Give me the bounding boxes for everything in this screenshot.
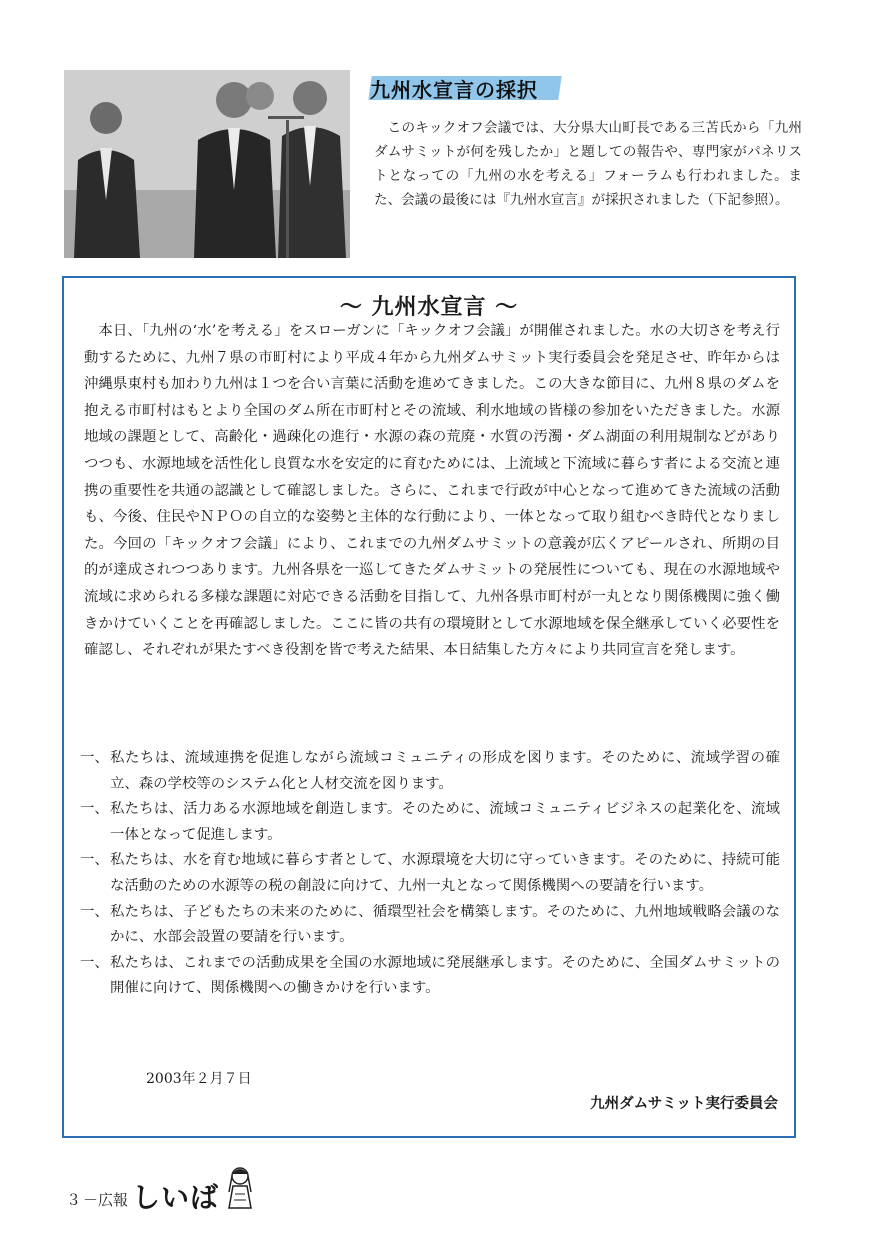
declaration-signer: 九州ダムサミット実行委員会 — [590, 1096, 778, 1112]
declaration-box — [62, 276, 796, 1138]
publication-label: －広報 — [83, 1191, 129, 1209]
pledge-text: 私たちは、水を育む地域に暮らす者として、水源環境を大切に守っていきます。そのために、持続可能な活動のための水源等の税の創設に向けて、九州一丸となって関係機関への要請を行います。 — [110, 852, 780, 894]
pledge-mark: 一、 — [80, 954, 109, 971]
pledge-item — [80, 746, 780, 797]
pledge-text: 私たちは、活力ある水源地域を創造します。そのために、流域コミュニティビジネスの起業化を、流域一体となって促進します。 — [110, 801, 780, 843]
pledge-item — [80, 797, 780, 848]
pledge-text: 私たちは、子どもたちの未来のために、循環型社会を構築します。そのために、九州地域戦略会議のなかに、水部会設置の要請を行います。 — [110, 903, 780, 946]
publication-name: しいば — [132, 1181, 220, 1214]
pledge-item — [80, 848, 780, 899]
pledge-text: 私たちは、これまでの活動成果を全国の水源地域に発展継承します。そのために、全国ダムサミットの開催に向けて、関係機関への働きかけを行います。 — [110, 954, 780, 997]
pledge-item — [80, 900, 780, 951]
mascot-icon — [223, 1166, 257, 1214]
meeting-photo — [64, 70, 350, 258]
declaration-title: ～ 九州水宣言 ～ — [339, 295, 519, 320]
section-heading-text: 九州水宣言の採択 — [370, 78, 538, 102]
pledge-text: 私たちは、流域連携を促進しながら流域コミュニティの形成を図ります。そのために、流域学習の確立、森の学校等のシステム化と人材交流を図ります。 — [110, 750, 780, 792]
page-footer — [66, 1176, 257, 1216]
pledge-item — [80, 951, 780, 1002]
page-number: ３ — [66, 1191, 82, 1209]
declaration-date: 2003年２月７日 — [146, 1071, 252, 1087]
meeting-photo-image — [64, 70, 350, 258]
pledge-mark: 一、 — [80, 903, 109, 920]
pledge-mark: 一、 — [80, 750, 109, 766]
intro-paragraph: このキックオフ会議では、大分県大山町長である三苫氏から「九州ダムサミットが何を残したか」と題しての報告や、専門家がパネリストとなっての「九州の水を考える」フォーラムも行われました。また、会議の最後には『九州水宣言』が採択されました（下記参照）。 — [374, 120, 802, 208]
pledge-mark: 一、 — [80, 801, 109, 818]
declaration-body: 本日、「九州の‘水’を考える」をスローガンに「キックオフ会議」が開催されました。水の大切さを考え行動するために、九州７県の市町村により平成４年から九州ダムサミット実行委員会を発足させ、昨年からは沖縄県東村も加わり九州は１つを合い言葉に活動を進めてきました。この大きな節目に、九州８県のダムを抱える市町村はもとより全国のダム所在市町村とその流域、利水地域の皆様の参加をいただきました。水源地域の課題として、高齢化・過疎化の進行・水源の森の荒廃・水質の汚濁・ダム湖面の利用規制などがありつつも、水源地域を活性化し良質な水を安定的に育むためには、上流域と下流域に暮らす者による交流と連携の重要性を共通の認識として確認しました。さらに、これまで行政が中心となって進めてきた流域の活動も、今後、住民やＮＰＯの自立的な姿勢と主体的な行動により、一体となって取り組むべき時代となりました。今回の「キックオフ会議」により、これまでの九州ダムサミットの意義が広くアピールされ、所期の目的が達成されつつあります。九州各県を一巡してきたダムサミットの発展性についても、現在の水源地域や流域に求められる多様な課題に対応できる活動を目指して、九州各県市町村が一丸となり関係機関に強く働きかけていくことを再確認しました。ここに皆の共有の環境財として水源地域を保全継承していく必要性を確認し、それぞれが果たすべき役割を皆で考えた結果、本日結集した方々により共同宣言を発します。 — [84, 323, 780, 659]
pledge-list — [80, 746, 780, 1002]
pledge-mark: 一、 — [80, 852, 109, 869]
section-heading — [370, 74, 538, 104]
